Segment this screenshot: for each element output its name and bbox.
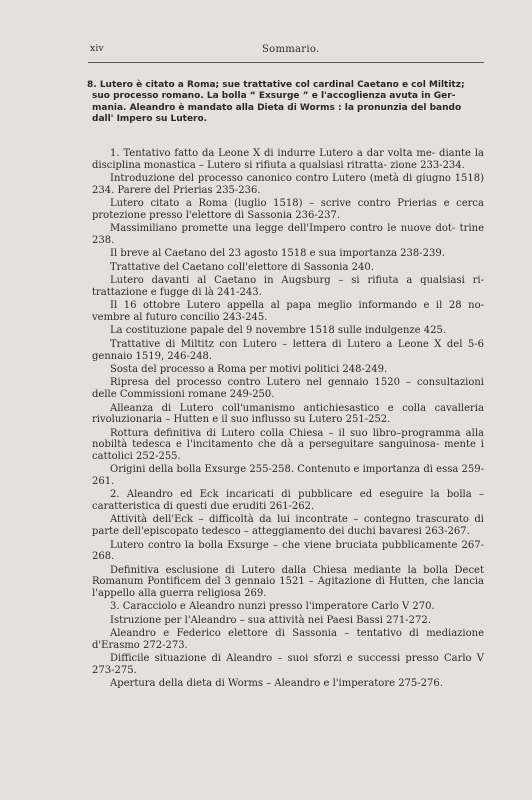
header-rule: [88, 62, 484, 63]
summary-entry: Lutero davanti al Caetano in Augsburg – si rifiuta a qualsiasi ri- trattazione e fugge di là 241-243.: [92, 275, 484, 298]
summary-entry: Lutero contro la bolla Exsurge – che viene bruciata pubblicamente 267-268.: [92, 539, 484, 563]
summary-entry: Il breve al Caetano del 23 agosto 1518 e sua importanza 238-239.: [110, 248, 445, 260]
summary-entry: Trattative di Miltitz con Lutero – lettera di Lutero a Leone X del 5-6 gennaio 1519, 246-248.: [92, 338, 484, 362]
page-number: xiv: [90, 44, 104, 54]
summary-entries: [92, 148, 484, 690]
chapter-summary: [87, 80, 484, 126]
chapter-summary-line: dall' Impero su Lutero.: [92, 114, 208, 125]
summary-entry: Istruzione per l'Aleandro – sua attività nei Paesi Bassi 271-272.: [110, 614, 431, 626]
summary-entry: Il 16 ottobre Lutero appella al papa meglio informando e il 28 no- vembre al futuro concilio 243-245.: [92, 300, 484, 323]
summary-entry: Aleandro e Federico elettore di Sassonia – tentativo di mediazione d'Erasmo 272-273.: [92, 628, 484, 651]
summary-entry: Ripresa del processo contro Lutero nel gennaio 1520 – consultazioni delle Commissioni romane 249-250.: [92, 377, 484, 401]
chapter-summary-line: suo processo romano. La bolla “ Exsurge ” e l'accoglienza avuta in Ger-: [92, 91, 456, 102]
chapter-summary-line: 8. Lutero è citato a Roma; sue trattative col cardinal Caetano e col Miltitz;: [87, 80, 465, 90]
summary-entry: 3. Caracciolo e Aleandro nunzi presso l'imperatore Carlo V 270.: [110, 601, 435, 613]
chapter-summary-line: mania. Aleandro è mandato alla Dieta di Worms : la pronunzia del bando: [92, 102, 462, 113]
page-header: [90, 44, 482, 58]
summary-entry: Lutero citato a Roma (luglio 1518) – scrive contro Prierias e cerca protezione presso l'elettore di Sassonia 236-237.: [92, 198, 484, 221]
summary-entry: Rottura definitiva di Lutero colla Chiesa – il suo libro–programma alla nobiltà tedesca e l'incitamento che dà a perseguitare sanguinosa- mente i cattolici 252-255.: [92, 427, 484, 462]
summary-entry: Definitiva esclusione di Lutero dalla Chiesa mediante la bolla Decet Romanum Pontificem del 3 gennaio 1521 – Agitazione di Hutten, che lancia l'appello alla guerra religiosa 269.: [92, 564, 484, 599]
summary-entry: Apertura della dieta di Worms – Aleandro e l'imperatore 275-276.: [110, 678, 443, 690]
summary-entry: Massimiliano promette una legge dell'Impero contro le nuove dot- trine 238.: [92, 223, 484, 246]
summary-entry: Origini della bolla Exsurge 255-258. Contenuto e importanza di essa 259-261.: [92, 464, 484, 487]
summary-entry: 1. Tentativo fatto da Leone X di indurre Lutero a dar volta me- diante la disciplina monastica – Lutero si rifiuta a qualsiasi ritratta- zione 233-234.: [92, 148, 484, 171]
summary-entry: Introduzione del processo canonico contro Lutero (metà di giugno 1518) 234. Parere del Prierias 235-236.: [92, 173, 484, 196]
summary-entry: Difficile situazione di Aleandro – suoi sforzi e successi presso Carlo V 273-275.: [92, 653, 484, 676]
summary-entry: 2. Aleandro ed Eck incaricati di pubblicare ed eseguire la bolla – caratteristica di questi due eruditi 261-262.: [92, 489, 484, 512]
summary-entry: Trattative del Caetano coll'elettore di Sassonia 240.: [110, 261, 374, 273]
summary-entry: La costituzione papale del 9 novembre 1518 sulle indulgenze 425.: [110, 325, 447, 337]
summary-entry: Alleanza di Lutero coll'umanismo antichiesastico e colla cavalleria rivoluzionaria – Hutten e il suo influsso su Lutero 251-252.: [92, 402, 484, 426]
summary-entry: Attività dell'Eck – difficoltà da lui incontrate – contegno trascurato di parte dell'episcopato tedesco – atteggiamento dei duchi bavaresi 263-267.: [92, 514, 484, 538]
summary-entry: Sosta del processo a Roma per motivi politici 248-249.: [110, 364, 388, 375]
running-head: Sommario.: [262, 44, 320, 55]
